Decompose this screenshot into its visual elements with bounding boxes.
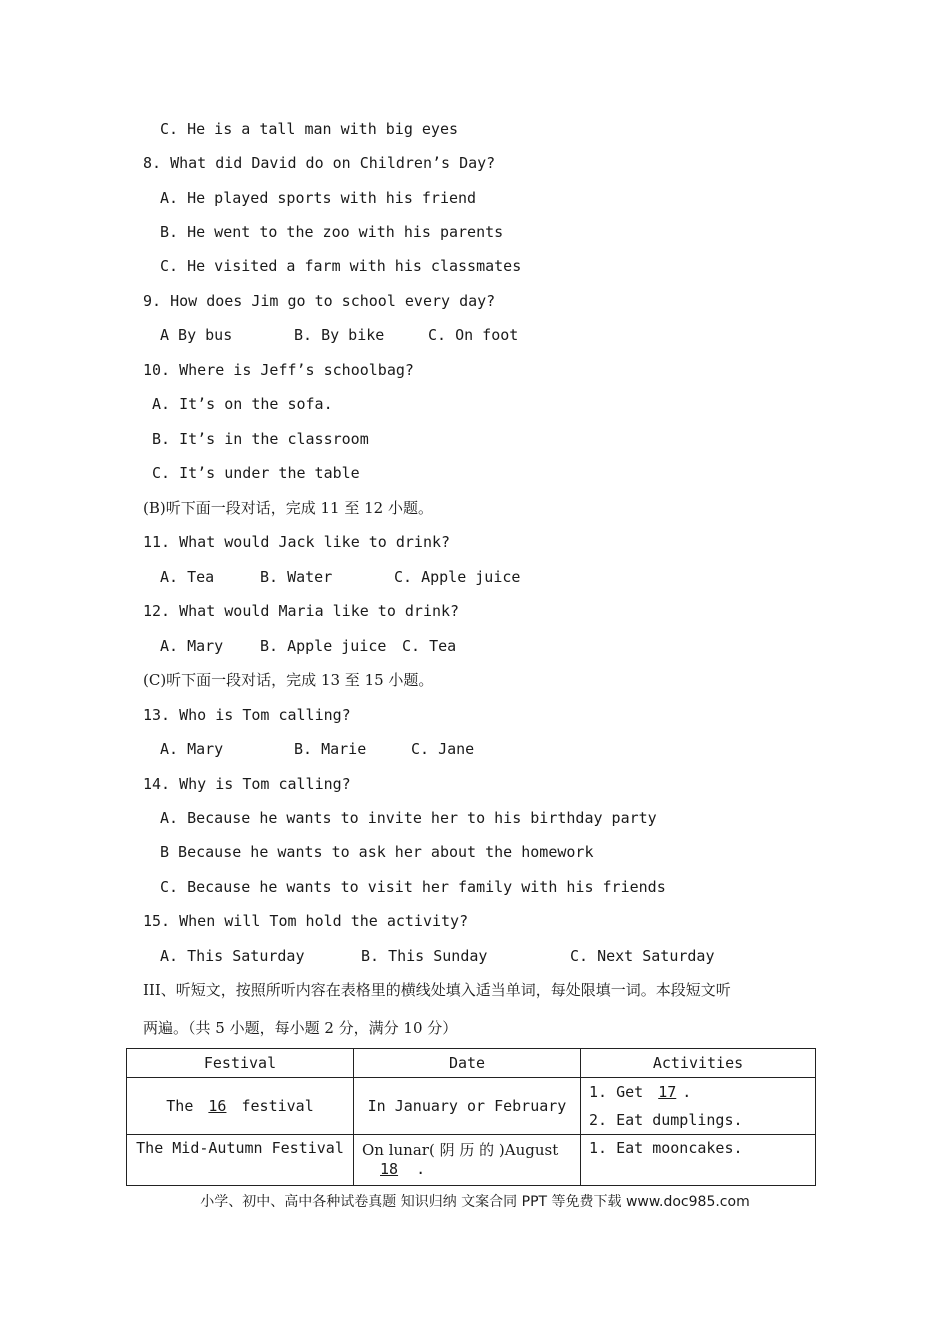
section-3-heading-line1: III、听短文，按照所听内容在表格里的横线处填入适当单词，每处限填一词。本段短文听 (143, 981, 731, 999)
table-row (127, 1135, 816, 1186)
blank-17: 17 (658, 1083, 677, 1101)
cell-activities (581, 1078, 816, 1135)
blank-18: 18 (380, 1160, 399, 1178)
q11-option-a: A. Tea (160, 568, 215, 586)
q8-option-a: A. He played sports with his friend (160, 189, 477, 207)
page-footer: 小学、初中、高中各种试卷真题 知识归纳 文案合同 PPT 等免费下载 www.doc985.com (200, 1194, 750, 1210)
question-15: 15. When will Tom hold the activity? (143, 912, 469, 930)
date-line: On lunar( 阴 历 的 )August (362, 1141, 559, 1159)
question-8: 8. What did David do on Children’s Day? (143, 154, 496, 172)
question-14: 14. Why is Tom calling? (143, 775, 351, 793)
q9-option-c: C. On foot (428, 326, 519, 344)
festival-table (126, 1048, 816, 1186)
date-blank-line (362, 1160, 572, 1178)
q15-option-b: B. This Sunday (361, 947, 488, 965)
cell-date (354, 1135, 581, 1186)
question-11: 11. What would Jack like to drink? (143, 533, 451, 551)
festival-prefix: The (166, 1097, 194, 1115)
q9-option-b: B. By bike (294, 326, 385, 344)
q14-option-a: A. Because he wants to invite her to his birthday party (160, 809, 657, 827)
q12-option-a: A. Mary (160, 637, 224, 655)
q15-option-a: A. This Saturday (160, 947, 305, 965)
q9-option-a: A By bus (160, 326, 233, 344)
cell-activities: 1. Eat mooncakes. (581, 1135, 816, 1186)
date-suffix: . (416, 1160, 426, 1178)
q8-option-b: B. He went to the zoo with his parents (160, 223, 504, 241)
q11-option-c: C. Apple juice (394, 568, 521, 586)
q10-option-c: C. It’s under the table (152, 464, 360, 482)
table-row (127, 1078, 816, 1135)
section-3-heading-line2: 两遍。（共 5 小题，每小题 2 分，满分 10 分） (143, 1019, 458, 1037)
table-header-row (127, 1049, 816, 1078)
q13-option-b: B. Marie (294, 740, 367, 758)
q14-option-b: B Because he wants to ask her about the homework (160, 843, 594, 861)
q13-option-c: C. Jane (411, 740, 475, 758)
activity-item (589, 1078, 807, 1106)
question-9: 9. How does Jim go to school every day? (143, 292, 496, 310)
cell-festival (127, 1078, 354, 1135)
question-10: 10. Where is Jeff’s schoolbag? (143, 361, 414, 379)
question-13: 13. Who is Tom calling? (143, 706, 351, 724)
q14-option-c: C. Because he wants to visit her family with his friends (160, 878, 666, 896)
activity-prefix: 1. Get (589, 1083, 644, 1101)
q15-option-c: C. Next Saturday (570, 947, 715, 965)
activity-suffix: . (682, 1083, 692, 1101)
q13-option-a: A. Mary (160, 740, 224, 758)
q8-option-c: C. He visited a farm with his classmates (160, 257, 522, 275)
q12-option-b: B. Apple juice (260, 637, 387, 655)
q10-option-a: A. It’s on the sofa. (152, 395, 333, 413)
cell-festival: The Mid-Autumn Festival (127, 1135, 354, 1186)
question-12: 12. What would Maria like to drink? (143, 602, 460, 620)
header-date: Date (354, 1049, 581, 1078)
q12-option-c: C. Tea (402, 637, 457, 655)
festival-suffix: festival (241, 1097, 314, 1115)
q7-option-c: C. He is a tall man with big eyes (160, 120, 459, 138)
cell-date: In January or February (354, 1078, 581, 1135)
blank-16: 16 (208, 1097, 227, 1115)
section-c-heading: (C)听下面一段对话，完成 13 至 15 小题。 (143, 671, 434, 689)
header-festival: Festival (127, 1049, 354, 1078)
header-activities: Activities (581, 1049, 816, 1078)
q10-option-b: B. It’s in the classroom (152, 430, 369, 448)
activity-item: 2. Eat dumplings. (589, 1111, 743, 1129)
q11-option-b: B. Water (260, 568, 333, 586)
section-b-heading: (B)听下面一段对话，完成 11 至 12 小题。 (143, 499, 433, 517)
